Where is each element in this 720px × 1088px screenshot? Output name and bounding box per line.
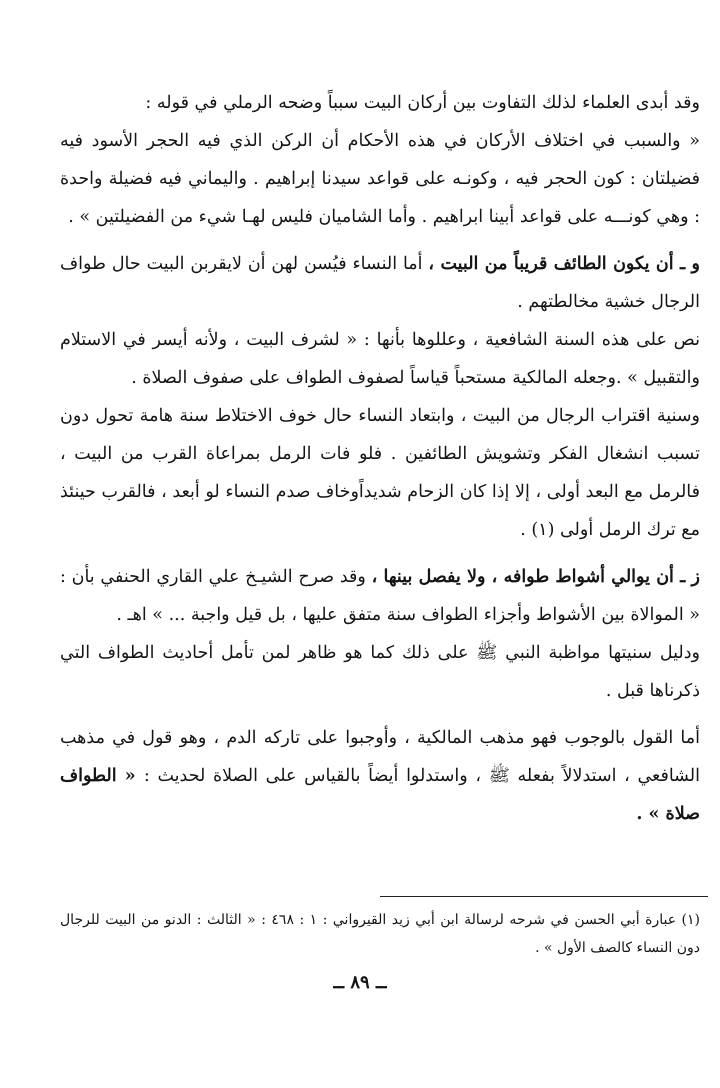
paragraph-7 bbox=[60, 634, 700, 710]
main-text bbox=[60, 84, 700, 833]
paragraph-2 bbox=[60, 122, 700, 236]
text-run: ودليل سنيتها مواظبة النبي ﷺ على ذلك كما هو ظاهر لمن تأمل أحاديث الطواف التي ذكرناها قبل . bbox=[60, 643, 700, 701]
text-run: نص على هذه السنة الشافعية ، وعللوها بأنها : « لشرف البيت ، ولأنه أيسر في الاستلام والتقبيل » .وجعله المالكية مستحباً قياساً لصفوف الطواف على صفوف الصلاة . bbox=[60, 330, 700, 388]
text-run: وقد صرح الشيـخ علي القاري الحنفي بأن : « الموالاة بين الأشواط وأجزاء الطواف سنة متفق عليها ، بل قيل واجبة ... » اهـ . bbox=[60, 567, 700, 625]
section-heading-waw: و ـ أن يكون الطائف قريباً من البيت ، bbox=[428, 254, 700, 274]
paragraph-4 bbox=[60, 321, 700, 397]
text-run: « والسبب في اختلاف الأركان في هذه الأحكام أن الركن الذي فيه الحجر الأسود فيه فضيلتان : كون الحجر فيه ، وكونـه على قواعد سيدنا إبراهيم . واليماني فيه فضيلة واحدة : وهي كونـــه على قواعد أبينا ابراهيم . وأما الشاميان فليس لهـا شيء من الفضيلتين » . bbox=[60, 131, 700, 227]
text-run: أما النساء فيُسن لهن أن لايقربن البيت حال طواف الرجال خشية مخالطتهم . bbox=[60, 254, 700, 312]
text-run: وسنية اقتراب الرجال من البيت ، وابتعاد النساء حال خوف الاختلاط سنة هامة تحول دون تسبب انشغال الفكر وتشويش الطائفين . فلو فات الرمل بمراعاة القرب من البيت ، فالرمل مع البعد أولى ، إلا إذا كان الزحام شديداًوخاف صدم النساء لو أبعد ، فالقرب حينئذ مع ترك الرمل أولى (١) . bbox=[60, 406, 700, 540]
paragraph-8 bbox=[60, 719, 700, 833]
footnote: (١) عبارة أبي الحسن في شرحه لرسالة ابن أبي زيد القيرواني : ١ : ٤٦٨ : « الثالث : الدنو من البيت للرجال دون النساء كالصف الأول » . bbox=[60, 912, 700, 956]
footnote-divider bbox=[380, 896, 708, 897]
quoted-hadith: « الطواف صلاة » . bbox=[60, 766, 700, 824]
paragraph-3 bbox=[60, 245, 700, 321]
page-number: ــ ٨٩ ــ bbox=[333, 972, 387, 993]
text-run: وقد أبدى العلماء لذلك التفاوت بين أركان البيت سبباً وضحه الرملي في قوله : bbox=[145, 93, 700, 113]
paragraph-6 bbox=[60, 558, 700, 634]
section-heading-zay: ز ـ أن يوالي أشواط طوافه ، ولا يفصل بينها ، bbox=[371, 567, 700, 587]
paragraph-1 bbox=[60, 84, 700, 122]
paragraph-5 bbox=[60, 397, 700, 549]
text-run: أما القول بالوجوب فهو مذهب المالكية ، وأوجبوا على تاركه الدم ، وهو قول في مذهب الشافعي ، استدلالاً بفعله ﷺ ، واستدلوا أيضاً بالقياس على الصلاة لحديث : bbox=[60, 728, 700, 786]
